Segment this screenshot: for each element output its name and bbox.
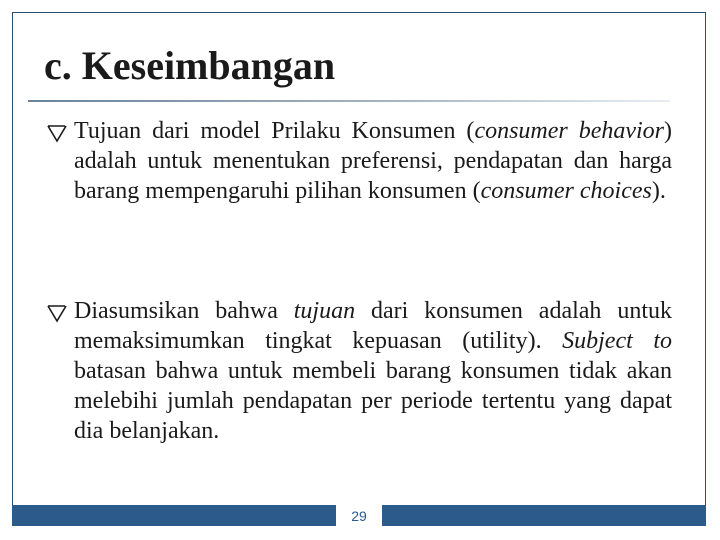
bullet-text xyxy=(74,116,672,206)
text-run: ). xyxy=(651,178,666,204)
bullet-item-2 xyxy=(46,296,672,446)
open-arrowhead-check-icon xyxy=(46,122,68,144)
italic-term: Subject to xyxy=(562,328,673,354)
bullet-text xyxy=(74,296,672,446)
slide-title: c. Keseimbangan xyxy=(44,43,336,88)
italic-term: consumer behavior xyxy=(474,118,665,144)
text-run: ) adalah untuk menentukan preferensi, pendapatan dan harga barang mempengaruhi pilihan konsumen ( xyxy=(74,118,673,204)
text-run: dari konsumen adalah untuk memaksimumkan tingkat kepuasan (utility). xyxy=(74,298,672,354)
page-number: 29 xyxy=(336,505,382,526)
slide-frame xyxy=(12,12,706,526)
bullet-item-1 xyxy=(46,116,672,206)
italic-term: consumer choices xyxy=(480,178,652,204)
text-run: Diasumsikan bahwa xyxy=(74,298,294,324)
open-arrowhead-check-icon xyxy=(46,302,68,324)
italic-term: tujuan xyxy=(293,298,356,324)
title-underline xyxy=(28,100,670,102)
text-run: batasan bahwa untuk membeli barang konsumen tidak akan melebihi jumlah pendapatan per periode tertentu yang dapat dia belanjakan. xyxy=(74,358,672,444)
text-run: Tujuan dari model Prilaku Konsumen ( xyxy=(74,118,475,144)
